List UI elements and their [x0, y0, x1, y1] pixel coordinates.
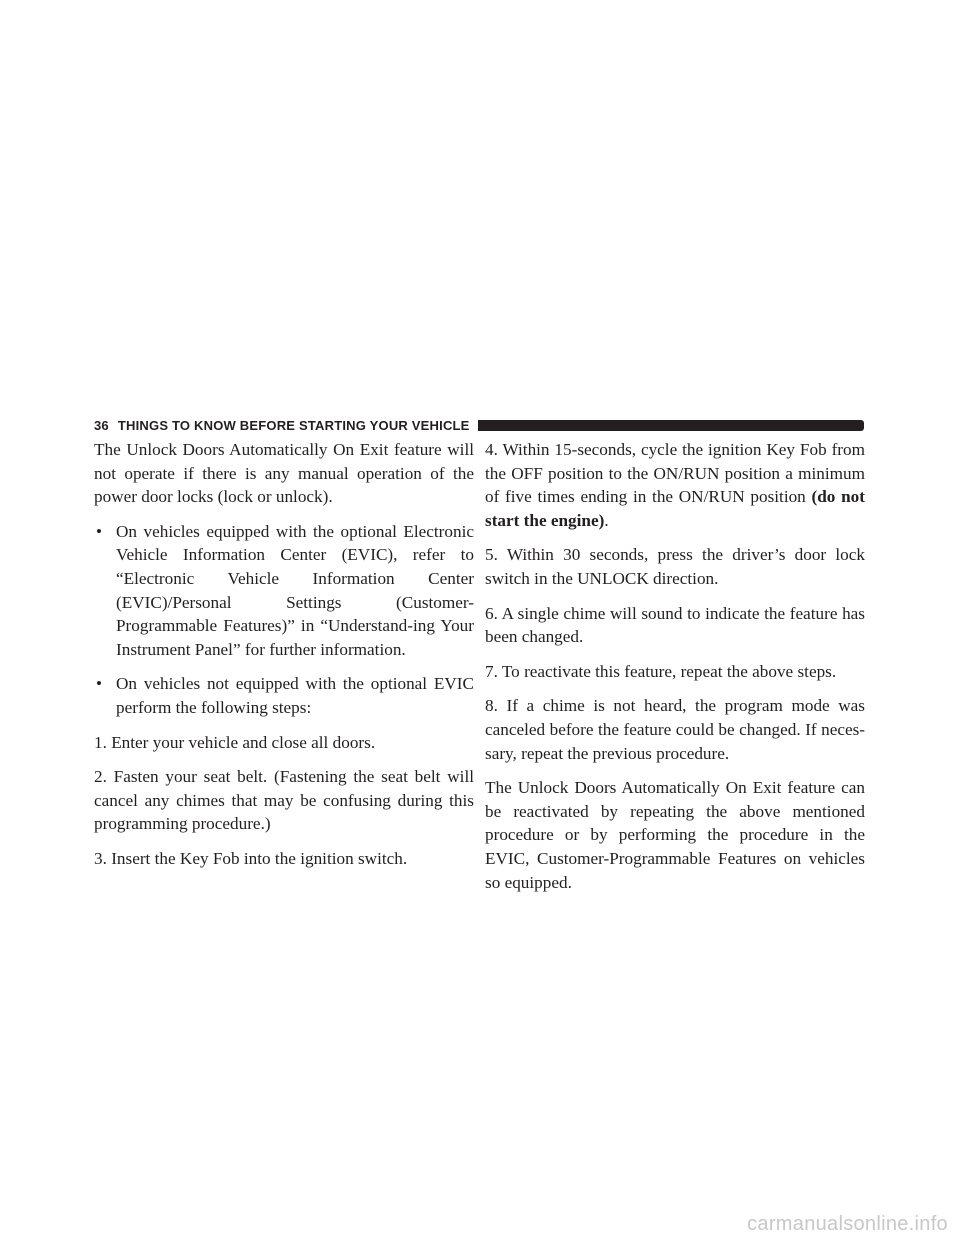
page-number: 36 [94, 417, 109, 433]
bullet-item [94, 520, 474, 662]
closing-paragraph: The Unlock Doors Automatically On Exit feature can be reactivated by repeating the above mentioned procedure or by performing the procedure in the EVIC, Customer-Programmable Features on vehicles so equipped. [485, 778, 865, 892]
step-8: 8. If a chime is not heard, the program mode was canceled before the feature could be changed. If neces-sary, repeat the previous procedure. [485, 696, 865, 763]
step-5: 5. Within 30 seconds, press the driver’s door lock switch in the UNLOCK direction. [485, 545, 865, 588]
watermark-link[interactable]: carmanualsonline.info [747, 1213, 948, 1235]
step-4-text: 4. Within 15-seconds, cycle the ignition Key Fob from the OFF position to the ON/RUN position a minimum of five times ending in the ON/RUN position [485, 440, 865, 507]
intro-paragraph: The Unlock Doors Automatically On Exit feature will not operate if there is any manual operation of the power door locks (lock or unlock). [94, 440, 474, 507]
bullet-icon: • [96, 521, 103, 541]
page-header [94, 416, 864, 434]
step-4-emphasis: (do not start the engine) [485, 487, 865, 530]
left-column [94, 438, 474, 882]
step-7: 7. To reactivate this feature, repeat the above steps. [485, 661, 837, 681]
step-1: 1. Enter your vehicle and close all doors. [94, 732, 376, 752]
step-6: 6. A single chime will sound to indicate the feature has been changed. [485, 603, 865, 647]
section-title: THINGS TO KNOW BEFORE STARTING YOUR VEHICLE [117, 417, 470, 433]
step-4-end: . [604, 510, 609, 530]
bullet-text: On vehicles equipped with the optional Electronic Vehicle Information Center (EVIC), refer to “Electronic Vehicle Information Center (EVIC)/Personal Settings (Customer-Programmable Features)” in “Understand-ing Your Instrument Panel” for further information. [116, 521, 474, 659]
bullet-icon: • [96, 674, 103, 694]
bullet-item [94, 672, 474, 719]
bullet-text: On vehicles not equipped with the optional EVIC perform the following steps: [116, 674, 474, 717]
right-column [485, 438, 865, 905]
step-3: 3. Insert the Key Fob into the ignition switch. [94, 848, 408, 868]
header-rule [478, 420, 864, 431]
step-4 [485, 438, 865, 532]
step-2: 2. Fasten your seat belt. (Fastening the seat belt will cancel any chimes that may be confusing during this programming procedure.) [94, 767, 474, 834]
